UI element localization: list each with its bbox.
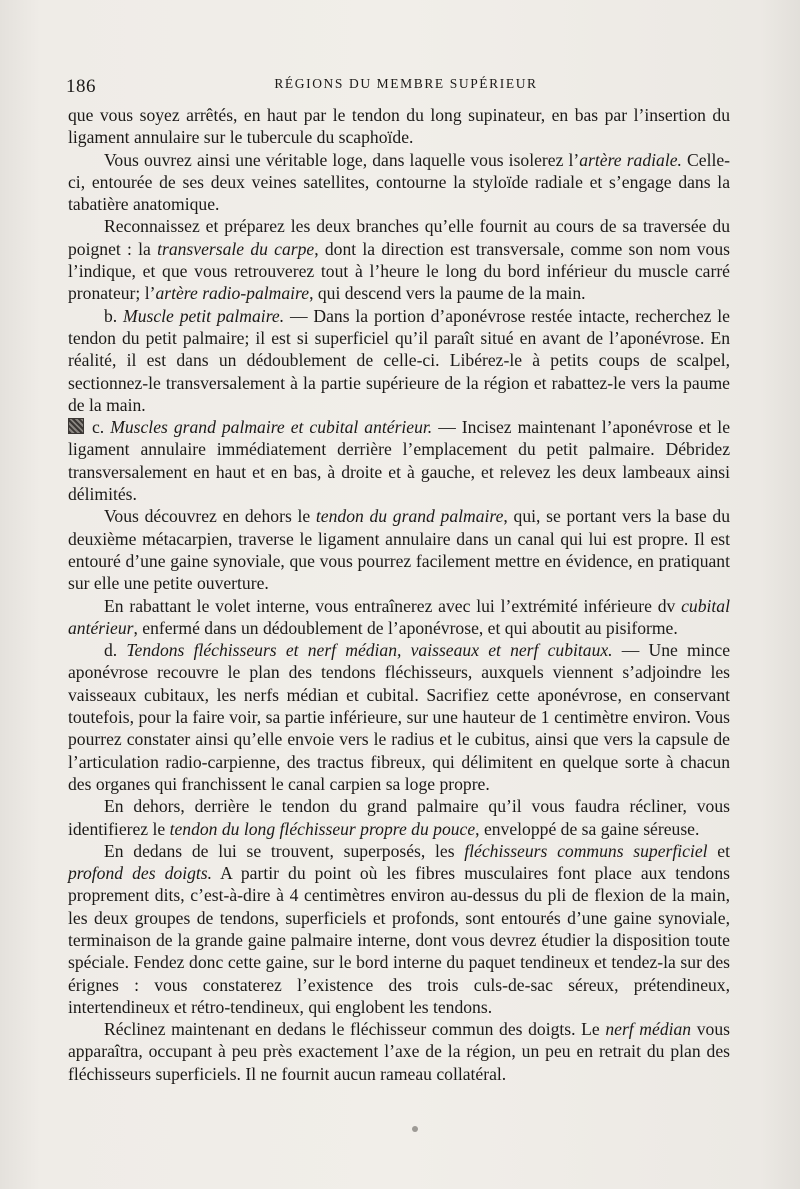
italic-term: nerf médian	[605, 1019, 692, 1040]
text-run: Réclinez maintenant en dedans le fléchisseur commun des doigts. Le	[104, 1019, 606, 1040]
italic-term: Muscles grand palmaire et cubital antérieur.	[110, 417, 433, 438]
text-run: et	[707, 840, 730, 861]
text-run: En dehors, derrière le tendon du grand palmaire qu’il vous faudra récliner, vous identifierez le	[68, 796, 730, 839]
text-run: , qui descend vers la paume de la main.	[309, 283, 586, 304]
text-run: — Incisez maintenant l’aponévrose et le ligament annulaire immédiatement derrière l’emplacement du petit palmaire. Débridez transversalement en haut et en bas, à droite et à gauche, et relevez les deux lambeaux ainsi délimités.	[68, 417, 730, 505]
italic-term: fléchisseurs communs superficiel	[464, 840, 708, 861]
text-run: Vous ouvrez ainsi une véritable loge, dans laquelle vous isolerez l’	[104, 149, 580, 170]
text-run: , dont la direction est transversale, comme son nom vous l’indique, et que vous retrouverez tout à l’heure le long du bord inférieur du muscle carré pronateur; l’	[68, 238, 730, 304]
paragraph	[68, 416, 730, 505]
text-run: En dedans de lui se trouvent, superposés, les	[104, 840, 465, 861]
paragraph	[68, 595, 730, 640]
text-run: Vous découvrez en dehors le	[104, 506, 316, 527]
text-run: Celle-ci, entourée de ses deux veines satellites, contourne la styloïde radiale et s’engage dans la tabatière anatomique.	[68, 149, 731, 215]
paragraph	[68, 795, 730, 840]
italic-term: tendon du long fléchisseur propre du pouce	[169, 818, 476, 839]
text-run: , enfermé dans un dédoublement de l’aponévrose, et qui aboutit au pisiforme.	[133, 617, 678, 638]
italic-term: profond des doigts.	[68, 863, 213, 884]
text-run: Reconnaissez et préparez les deux branches qu’elle fournit au cours de sa traversée du poignet : la	[68, 216, 730, 259]
italic-term: cubital antérieur	[68, 595, 730, 638]
text-run: , qui, se portant vers la base du deuxième métacarpien, traverse le ligament annulaire dans un canal qui lui est propre. Il est entouré d’une gaine synoviale, que vous pourrez facilement mettre en évidence, en pratiquant sur elle une petite ouverture.	[68, 506, 730, 594]
print-speck	[412, 1126, 418, 1132]
paragraph	[68, 104, 730, 149]
margin-mark-icon	[68, 418, 84, 434]
paragraph	[68, 149, 730, 216]
text-run: — Dans la portion d’aponévrose restée intacte, recherchez le tendon du petit palmaire; il est si superficiel qu’il paraît situé en avant de l’aponévrose. En réalité, il est dans un dédoublement de celle-ci. Libérez-le à petits coups de scalpel, sectionnez-le transversalement à la partie supérieure de la région et rabattez-le vers la paume de la main.	[68, 305, 730, 415]
italic-term: tendon du grand palmaire	[315, 506, 504, 527]
paragraph	[68, 305, 730, 416]
paragraph	[68, 505, 730, 594]
paragraph	[68, 215, 730, 304]
italic-term: artère radiale.	[579, 149, 682, 170]
text-run: c.	[92, 417, 111, 438]
text-run: En rabattant le volet interne, vous entraînerez avec lui l’extrémité inférieure dv	[104, 595, 682, 616]
text-run: vous apparaîtra, occupant à peu près exactement l’axe de la région, un peu en retrait du plan des fléchisseurs superficiels. Il ne fournit aucun rameau collatéral.	[68, 1019, 730, 1084]
paragraph	[68, 840, 730, 1018]
running-head: RÉGIONS DU MEMBRE SUPÉRIEUR	[274, 76, 538, 91]
text-run: que vous soyez arrêtés, en haut par le tendon du long supinateur, en bas par l’insertion du ligament annulaire sur le tubercule du scaphoïde.	[68, 105, 730, 148]
text-run: d.	[104, 640, 127, 661]
page-number: 186	[66, 76, 96, 97]
italic-term: Tendons fléchisseurs et nerf médian, vaisseaux et nerf cubitaux.	[126, 640, 613, 661]
body-text	[68, 104, 730, 1085]
text-run: — Une mince aponévrose recouvre le plan des tendons fléchisseurs, auxquels viennent s’adjoindre les vaisseaux cubitaux, les nerfs médian et cubital. Sacrifiez cette aponévrose, en conservant toutefois, pour la faire voir, sa partie inférieure, sur une hauteur de 1 centimètre environ. Vous pourrez constater ainsi qu’elle envoie vers le radius et le cubitus, ainsi que vers la capsule de l’articulation radio-carpienne, des tractus fibreux, qui délimitent en quelque sorte à chacun des organes qui franchissent le canal carpien sa loge propre.	[68, 640, 731, 794]
paragraph	[68, 639, 730, 795]
italic-term: transversale du carpe	[157, 238, 315, 259]
text-run: , enveloppé de sa gaine séreuse.	[475, 818, 700, 839]
italic-term: Muscle petit palmaire.	[123, 305, 285, 326]
page-header	[66, 74, 746, 100]
text-run: A partir du point où les fibres musculaires font place aux tendons proprement dits, c’est-à-dire à 4 centimètres environ au-dessus du pli de flexion de la main, les deux groupes de tendons, superficiels et profonds, sont entourés d’une gaine synoviale, terminaison de la grande gaine palmaire interne, dont vous devrez étudier la disposition toute spéciale. Fendez donc cette gaine, sur le bord interne du paquet tendineux et tendez-la sur des érignes : vous constaterez l’existence des trois culs-de-sac séreux, prétendineux, intertendineux et rétro-tendineux, qui englobent les tendons.	[68, 863, 730, 1017]
text-run: b.	[104, 305, 124, 326]
paragraph	[68, 1018, 730, 1085]
italic-term: artère radio-palmaire	[155, 283, 310, 304]
